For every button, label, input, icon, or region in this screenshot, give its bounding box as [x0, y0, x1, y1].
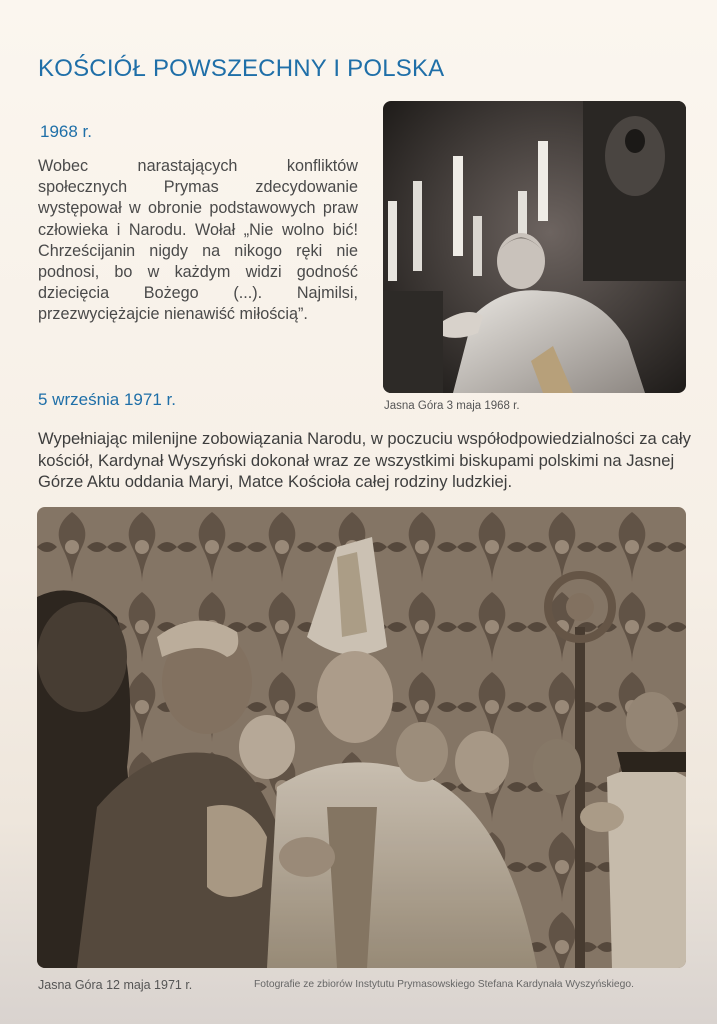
page-title: KOŚCIÓŁ POWSZECHNY I POLSKA: [38, 55, 445, 82]
section-year-1971: 5 września 1971 r.: [38, 390, 176, 409]
photo-1971-image: [37, 507, 686, 968]
section-year-1968: 1968 r.: [40, 122, 92, 141]
photo-jasna-gora-1971: [37, 507, 686, 968]
photo-1971-caption: Jasna Góra 12 maja 1971 r.: [38, 978, 193, 992]
photo-jasna-gora-1968: [383, 101, 686, 393]
photo-credit: Fotografie ze zbiorów Instytutu Prymasowskiego Stefana Kardynała Wyszyńskiego.: [254, 979, 634, 990]
section-text-1971: Wypełniając milenijne zobowiązania Narodu, w poczuciu współodpowiedzialności za cały kościół, Kardynał Wyszyński dokonał wraz ze wszystkimi biskupami polskimi na Jasnej Górze Aktu oddania Maryi, Matce Kościoła całej rodziny ludzkiej.: [38, 429, 691, 491]
photo-1968-caption: Jasna Góra 3 maja 1968 r.: [384, 400, 520, 412]
photo-1968-image: [383, 101, 686, 393]
section-text-1968: Wobec narastających konfliktów społecznych Prymas zdecydowanie występował w obronie podstawowych praw człowieka i Narodu. Wołał „Nie wolno bić! Chrześcijanin nigdy na nikogo ręki nie podnosi, bo w każdym widzi godność dziecięcia Bożego (...). Najmilsi, przezwyciężajcie nienawiść miłością”.: [38, 157, 358, 324]
